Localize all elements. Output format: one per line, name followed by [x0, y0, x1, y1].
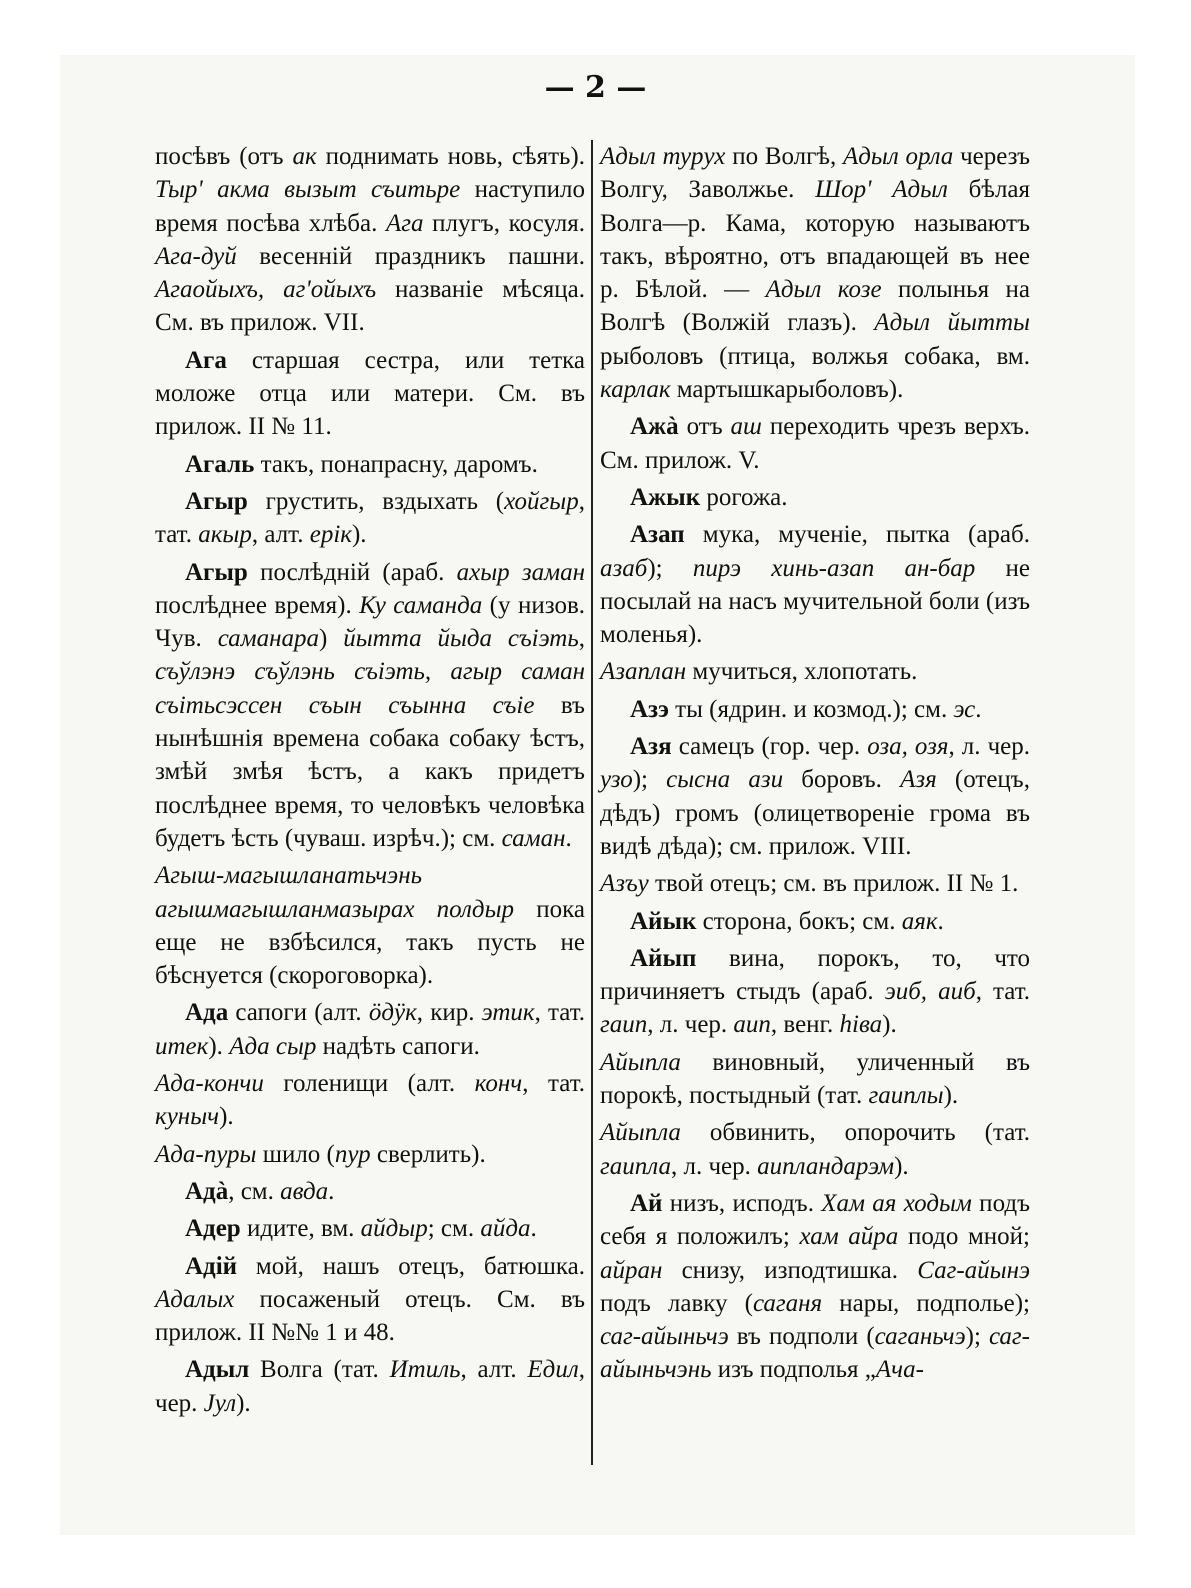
italic-term: аипландарэм — [757, 1152, 895, 1180]
entry-text: послѣдній (араб. — [247, 558, 457, 586]
entry-text: рогожа. — [700, 483, 788, 511]
italic-term: Итиль — [389, 1356, 461, 1384]
italic-term: Ада-кончи — [155, 1070, 264, 1098]
italic-term: айдыр — [360, 1215, 428, 1243]
headword: Азэ — [630, 695, 669, 723]
entry-text: поднимать новь, сѣять). — [316, 143, 585, 170]
italic-term: пур — [334, 1140, 371, 1168]
entry-text: ); — [965, 1323, 989, 1351]
headword: Азя — [630, 733, 672, 761]
entry-text: , тат. — [975, 978, 1030, 1006]
italic-term: аяк — [901, 907, 938, 935]
headword: Адà — [185, 1177, 229, 1205]
dictionary-entry — [155, 344, 585, 444]
entry-text: ; см. — [427, 1215, 481, 1243]
entry-text: , л. чер. — [948, 733, 1030, 761]
italic-term: Азъу — [600, 870, 649, 898]
entry-text: низъ, исподъ. — [662, 1189, 822, 1217]
dictionary-entry — [600, 655, 1030, 688]
entry-text: , чер. — [155, 1356, 585, 1417]
entry-text: , тат. — [522, 1070, 585, 1098]
dictionary-entry — [600, 140, 1030, 406]
italic-term: Едил — [527, 1356, 579, 1384]
entry-text: мука, мученіе, пытка (араб. — [684, 521, 1030, 549]
dictionary-entry — [155, 1175, 585, 1208]
entry-text: въ подполи ( — [728, 1323, 875, 1351]
dictionary-entry — [600, 518, 1030, 651]
dictionary-entry — [155, 448, 585, 481]
entry-text: голенищи (алт. — [263, 1070, 475, 1098]
italic-term: ак — [292, 143, 317, 170]
entry-text: переходить чрезъ верхъ. См. прилож. V. — [600, 413, 1030, 474]
entry-text: старшая сестра, или тетка моложе отца или матери. См. въ прилож. II № 11. — [155, 346, 585, 441]
entry-text: . — [937, 907, 944, 935]
italic-term: hiва — [839, 1011, 883, 1039]
entry-text: ). — [894, 1152, 909, 1180]
italic-term: Ача- — [875, 1356, 924, 1384]
entry-text: Волга (тат. — [249, 1356, 390, 1384]
headword: Адер — [185, 1215, 241, 1243]
entry-text: ). — [882, 1011, 897, 1039]
italic-term: Тыр' акма вызыт съитьре — [155, 176, 461, 204]
italic-term: авда — [280, 1177, 329, 1205]
dictionary-entry — [600, 942, 1030, 1042]
entry-text: подо мной; — [898, 1223, 1031, 1251]
dictionary-entry — [600, 1046, 1030, 1113]
italic-term: Ага-дуй — [155, 242, 237, 270]
headword: Азап — [630, 521, 685, 549]
entry-text: черезъ Волгу, Заволжье. — [600, 143, 1031, 204]
italic-term: Адыл орла — [843, 143, 954, 170]
italic-term: Ку саманда — [359, 591, 483, 619]
italic-term: хойгыр — [504, 487, 579, 515]
dictionary-entry — [155, 556, 585, 856]
headword: Ай — [630, 1189, 663, 1217]
entry-text: , кир. — [416, 999, 482, 1027]
entry-text: (отецъ, дѣдъ) громъ (олицетвореніе грома въ видѣ дѣда); см. прилож. VIII. — [600, 766, 1030, 860]
entry-text: вина, порокъ, то, что причиняетъ стыдъ (араб. — [600, 944, 1030, 1006]
italic-term: эиб, аиб — [884, 978, 976, 1006]
italic-term: этик — [481, 999, 535, 1027]
italic-term: саманара — [217, 625, 320, 653]
dictionary-entry — [155, 1353, 585, 1420]
dictionary-entry — [155, 859, 585, 992]
italic-term: ерік — [309, 521, 352, 549]
italic-term: Адыл йытты — [874, 309, 1030, 337]
entry-text: наступило время посѣва хлѣба. — [155, 176, 585, 237]
entry-text: надѣть сапоги. — [316, 1032, 480, 1060]
italic-term: карлак — [600, 376, 671, 404]
entry-text: грустить, вздыхать ( — [247, 487, 505, 515]
entry-text: изъ подполья „ — [711, 1356, 876, 1384]
entry-text: . — [328, 1177, 335, 1205]
italic-term: саман — [501, 824, 566, 852]
dictionary-entry — [600, 1116, 1030, 1183]
italic-term: ахыр заман — [456, 558, 586, 586]
italic-term: аш — [730, 413, 762, 441]
entry-text: нары, подполье); — [822, 1289, 1030, 1317]
italic-term: ӧдӱк — [368, 999, 417, 1027]
entry-text: , алт. — [251, 521, 310, 549]
entry-text: снизу, изподтишка. — [662, 1256, 918, 1284]
italic-term: Јул — [203, 1389, 237, 1417]
entry-text: послѣднее время). — [155, 591, 360, 619]
italic-term: Азя — [900, 766, 937, 794]
entry-text: , л. чер. — [647, 1011, 734, 1039]
entry-text: сапоги (алт. — [228, 999, 369, 1027]
italic-term: Агаойыхъ, аг'ойыхъ — [155, 276, 377, 304]
entry-text: мартышкарыболовъ). — [670, 376, 904, 404]
italic-term: пирэ хинь-азап ан-бар — [692, 554, 976, 582]
left-column — [155, 140, 585, 1424]
entry-text: полынья на Волгѣ (Волжій глазъ). — [600, 276, 1030, 337]
entry-text: въ нынѣшнія времена собака собаку ѣстъ, змѣй змѣя ѣстъ, а какъ придетъ послѣднее время, то человѣкъ человѣка будетъ ѣсть (чуваш. изрѣч.); см. — [155, 691, 585, 852]
entry-text: ). — [351, 521, 367, 549]
entry-text: , алт. — [460, 1356, 528, 1384]
entry-text: шило ( — [256, 1140, 335, 1168]
italic-term: куныч — [155, 1103, 220, 1131]
entry-text: сторона, бокъ; см. — [696, 907, 902, 935]
dictionary-entry — [600, 867, 1030, 900]
entry-text: посѣвъ (отъ — [155, 143, 293, 170]
italic-term: йытта йыда съiэть — [343, 625, 579, 653]
italic-term: конч — [474, 1070, 523, 1098]
dictionary-entry — [155, 1067, 585, 1134]
italic-term: Шор' Адыл — [815, 176, 948, 204]
italic-term: Айыпла — [600, 1048, 681, 1076]
headword: Агаль — [185, 450, 255, 478]
italic-term: Айыпла — [600, 1119, 681, 1147]
headword: Агыр — [185, 558, 248, 586]
entry-text: по Волгѣ, — [725, 143, 844, 170]
italic-term: съўлэнэ съўлэнь съiэть, агыр саман съiтьсэссен съын съынна съiе — [155, 658, 585, 719]
page-number: — 2 — — [544, 70, 647, 105]
italic-term: саг-айыньчэнь — [600, 1323, 1031, 1384]
entry-text: плугъ, косуля. — [423, 209, 585, 237]
entry-text: весенній праздникъ пашни. — [236, 242, 585, 270]
entry-text: ). — [943, 1082, 959, 1110]
entry-text: пока еще не взбѣсился, такъ пусть не бѣснуется (скороговорка). — [155, 895, 585, 990]
entry-text: бѣлая Волга—р. Кама, которую называютъ такъ, вѣроятно, отъ впадающей въ нее р. Бѣлой. — — [600, 176, 1031, 304]
entry-text: , тат. — [155, 487, 585, 549]
italic-term: саг-айыньчэ — [600, 1323, 729, 1351]
headword: Айык — [630, 907, 697, 935]
entry-text: (у низов. Чув. — [155, 591, 586, 653]
entry-text: ); — [647, 554, 693, 582]
dictionary-entry — [600, 410, 1030, 477]
italic-term: гаиплы — [868, 1082, 944, 1110]
entry-text: . — [530, 1215, 537, 1243]
dictionary-entry — [155, 996, 585, 1063]
headword: Агыр — [185, 487, 248, 515]
entry-text: обвинить, опорочить (тат. — [680, 1119, 1030, 1147]
dictionary-entry — [155, 1250, 585, 1350]
italic-term: акыр — [198, 521, 252, 549]
entry-text: виновный, уличенный въ порокѣ, постыдный (тат. — [600, 1048, 1030, 1110]
italic-term: гаипла — [600, 1152, 671, 1180]
entry-text: посаженый отецъ. См. въ прилож. II №№ 1 и 48. — [155, 1285, 585, 1347]
italic-term: Саг-айынэ — [917, 1256, 1030, 1284]
headword: Ажык — [630, 483, 701, 511]
entry-text: ты (ядрин. и козмод.); см. — [668, 695, 954, 723]
entry-text: идите, вм. — [240, 1215, 361, 1243]
entry-text: рыболовъ (птица, волжья собака, вм. — [600, 342, 1030, 370]
italic-term: Адыл козе — [765, 276, 882, 304]
italic-term: Адыл туpух — [600, 143, 726, 170]
italic-term: Хам ая ходым — [821, 1189, 972, 1217]
italic-term: Адалых — [155, 1285, 235, 1313]
italic-term: Ада-пуры — [155, 1140, 257, 1168]
italic-term: азаб — [600, 554, 648, 582]
italic-term: Ада сыр — [229, 1032, 317, 1060]
entry-text: самецъ (гор. чер. — [671, 733, 868, 761]
dictionary-entry — [600, 905, 1030, 938]
headword: Адій — [185, 1252, 238, 1280]
entry-text: ). — [219, 1103, 234, 1131]
entry-text: мучиться, хлопотать. — [686, 658, 918, 686]
entry-text: отъ — [678, 413, 731, 441]
italic-term: Агыш-магышланатьчэнь агышмагышланмазырах полдыр — [155, 862, 515, 923]
entry-text: , л. чер. — [670, 1152, 758, 1180]
entry-text: . — [565, 824, 572, 852]
dictionary-entry — [600, 1187, 1030, 1387]
entry-text: такъ, понапрасну, даромъ. — [254, 450, 538, 478]
italic-term: айран — [600, 1256, 663, 1284]
headword: Ада — [185, 999, 229, 1027]
italic-term: саганя — [752, 1289, 823, 1317]
italic-term: саганьчэ — [874, 1323, 966, 1351]
entry-text: названіе мѣсяца. См. въ прилож. VII. — [155, 276, 585, 337]
italic-term: гаип — [600, 1011, 648, 1039]
italic-term: эс — [953, 695, 976, 723]
entry-text: подъ лавку ( — [600, 1289, 753, 1317]
dictionary-entry — [155, 140, 585, 340]
italic-term: аип — [733, 1011, 771, 1039]
right-column — [600, 140, 1030, 1391]
entry-text: ). — [236, 1389, 251, 1417]
italic-term: хам айра — [799, 1223, 899, 1251]
entry-text: ); — [632, 766, 667, 794]
dictionary-entry — [155, 1212, 585, 1245]
entry-text: ) — [319, 625, 344, 653]
entry-text: , — [578, 625, 585, 653]
italic-term: Азаплан — [600, 658, 687, 686]
italic-term: оза, озя — [867, 733, 949, 761]
entry-text: боровъ. — [783, 766, 901, 794]
italic-term: Ага — [386, 209, 424, 237]
column-divider — [591, 140, 593, 1465]
dictionary-entry — [155, 1138, 585, 1171]
headword: Айып — [630, 944, 697, 972]
dictionary-entry — [600, 730, 1030, 863]
entry-text: , венг. — [770, 1011, 840, 1039]
italic-term: итек — [155, 1032, 209, 1060]
italic-term: айда — [480, 1215, 531, 1243]
headword: Ажà — [630, 413, 679, 441]
headword: Ага — [185, 346, 227, 374]
entry-text: , тат. — [534, 999, 585, 1027]
dictionary-entry — [600, 481, 1030, 514]
italic-term: узо — [600, 766, 633, 794]
entry-text: мой, нашъ отецъ, батюшка. — [237, 1252, 585, 1280]
entry-text: не посылай на насъ мучительной боли (изъ моленья). — [600, 554, 1030, 649]
entry-text: подъ себя я положилъ; — [600, 1189, 1030, 1251]
entry-text: сверлить). — [370, 1140, 486, 1168]
entry-text: . — [975, 695, 982, 723]
dictionary-entry — [155, 485, 585, 552]
entry-text: , см. — [228, 1177, 281, 1205]
headword: Адыл — [185, 1356, 250, 1384]
entry-text: твой отецъ; см. въ прилож. II № 1. — [648, 870, 1019, 898]
entry-text: ). — [208, 1032, 230, 1060]
dictionary-entry — [600, 693, 1030, 726]
italic-term: сысна ази — [666, 766, 784, 794]
